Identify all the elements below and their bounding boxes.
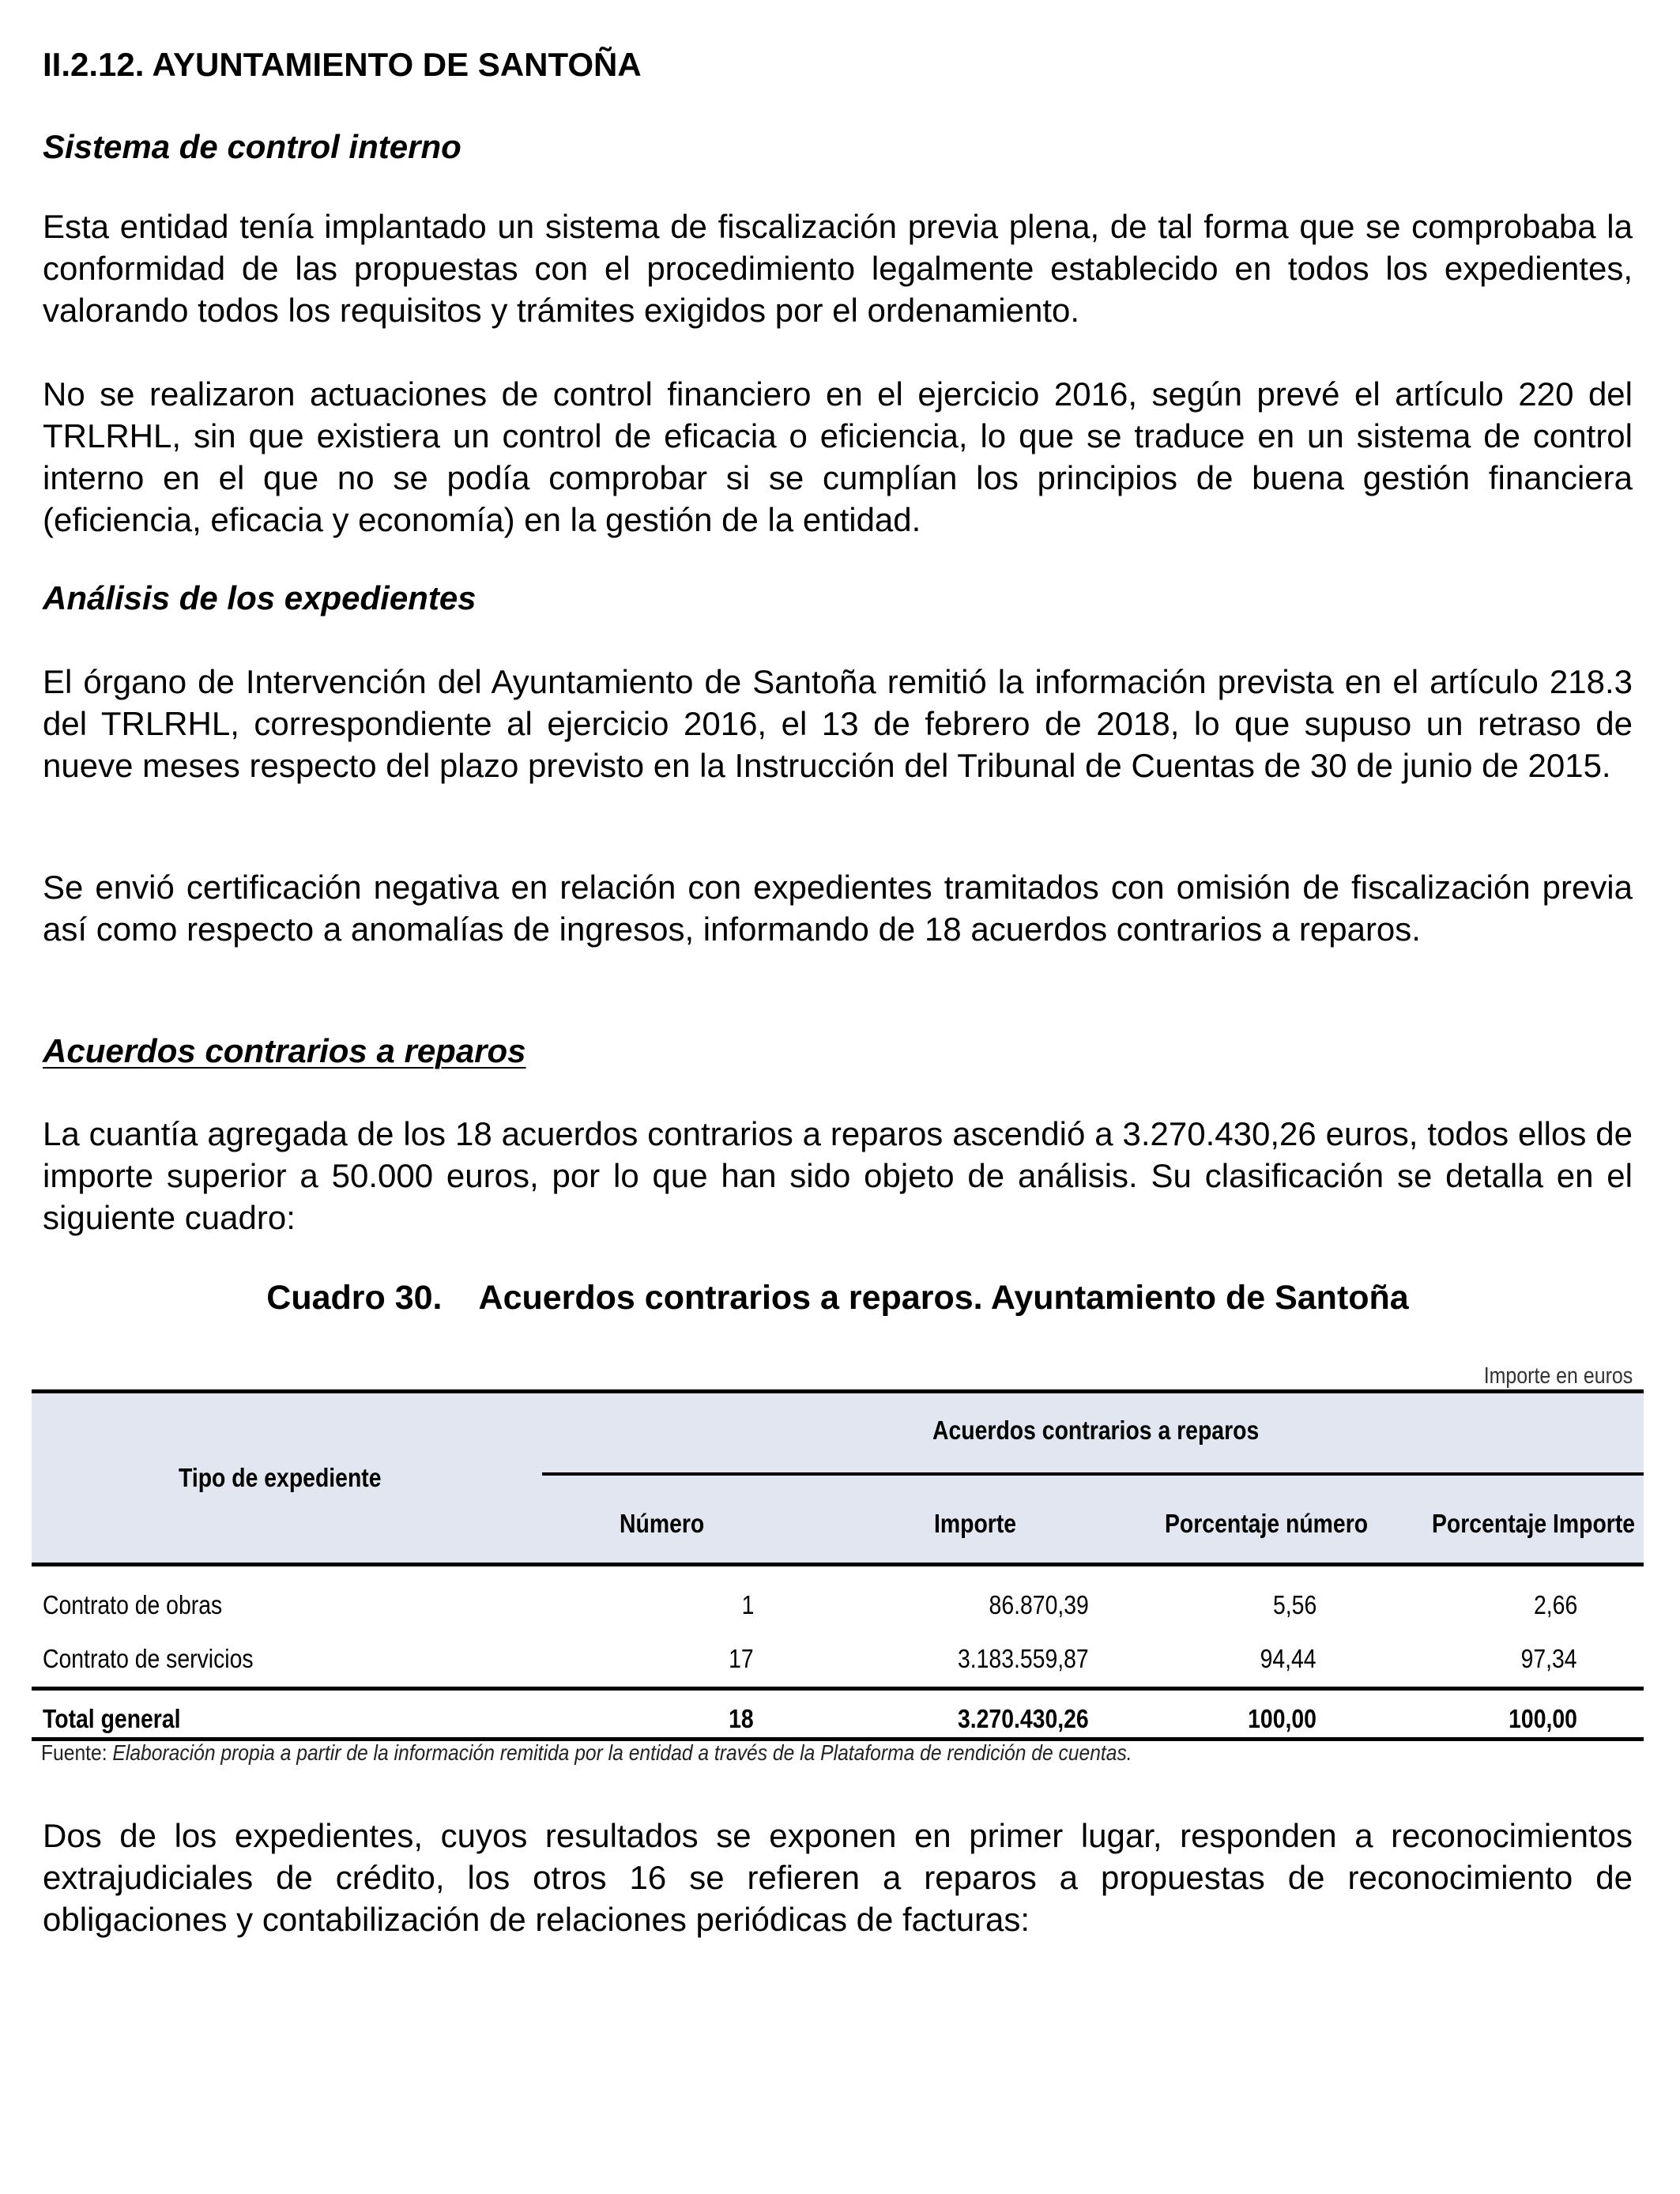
row-importe: 3.183.559,87	[958, 1644, 1089, 1673]
table-row	[32, 1582, 1644, 1630]
table-row	[32, 1636, 1644, 1683]
row-tipo: Contrato de obras	[43, 1590, 223, 1619]
row-pct-numero: 5,56	[1272, 1590, 1317, 1619]
row-numero: 1	[741, 1590, 754, 1619]
source-label: Fuente:	[41, 1740, 107, 1765]
acuerdos-table	[32, 1389, 1644, 1733]
row-tipo: Contrato de servicios	[43, 1644, 254, 1673]
table-total-row	[32, 1696, 1644, 1744]
control-interno-paragraph-2: No se realizaron actuaciones de control financiero en el ejercicio 2016, según prevé el artículo 220 del TRLRHL, sin que existiera un control de eficacia o eficiencia, lo que se traduce en un sistema de control interno en el que no se podía comprobar si se cumplían los principios de buena gestión financiera (eficiencia, eficacia y economía) en la gestión de la entidad.	[43, 375, 1633, 538]
header-numero: Número	[620, 1509, 705, 1538]
total-top-rule	[32, 1687, 1644, 1691]
row-numero: 17	[729, 1644, 754, 1673]
control-interno-paragraph-1: Esta entidad tenía implantado un sistema de fiscalización previa plena, de tal forma que se comprobaba la conformidad de las propuestas con el procedimiento legalmente establecido en todos los expedientes, valorando todos los requisitos y trámites exigidos por el ordenamiento.	[43, 208, 1633, 329]
header-group-rule	[542, 1472, 1644, 1476]
row-pct-importe: 97,34	[1520, 1644, 1577, 1673]
row-pct-numero: 94,44	[1260, 1644, 1317, 1673]
total-numero: 18	[729, 1704, 754, 1733]
control-interno-heading: Sistema de control interno	[43, 128, 461, 165]
closing-paragraph: Dos de los expedientes, cuyos resultados se exponen en primer lugar, responden a reconocimientos extrajudiciales de crédito, los otros 16 se refieren a reparos a propuestas de reconocimiento de obligaciones y contabilización de relaciones periódicas de facturas:	[43, 1817, 1633, 1938]
table-unit-note: Importe en euros	[1483, 1363, 1633, 1389]
table-caption-title: Acuerdos contrarios a reparos. Ayuntamiento de Santoña	[478, 1279, 1409, 1317]
total-pct-numero: 100,00	[1248, 1704, 1317, 1733]
acuerdos-paragraph-1: La cuantía agregada de los 18 acuerdos contrarios a reparos ascendió a 3.270.430,26 euros, todos ellos de importe superior a 50.000 euros, por lo que han sido objeto de análisis. Su clasificación se detalla en el siguiente cuadro:	[43, 1115, 1633, 1236]
total-tipo: Total general	[43, 1704, 181, 1733]
header-pct-importe: Porcentaje Importe	[1432, 1509, 1636, 1538]
header-importe: Importe	[934, 1509, 1017, 1538]
total-importe: 3.270.430,26	[958, 1704, 1089, 1733]
analisis-heading: Análisis de los expedientes	[43, 579, 477, 616]
row-pct-importe: 2,66	[1533, 1590, 1577, 1619]
acuerdos-heading: Acuerdos contrarios a reparos	[43, 1032, 526, 1069]
table-caption	[43, 1279, 1633, 1318]
row-importe: 86.870,39	[989, 1590, 1089, 1619]
header-group: Acuerdos contrarios a reparos	[932, 1416, 1260, 1445]
analisis-paragraph-2: Se envió certificación negativa en relación con expedientes tramitados con omisión de fiscalización previa así como respecto a anomalías de ingresos, informando de 18 acuerdos contrarios a reparos.	[43, 869, 1633, 948]
analisis-paragraph-1: El órgano de Intervención del Ayuntamiento de Santoña remitió la información prevista en el artículo 218.3 del TRLRHL, correspondiente al ejercicio 2016, el 13 de febrero de 2018, lo que supuso un retraso de nueve meses respecto del plazo previsto en la Instrucción del Tribunal de Cuentas de 30 de junio de 2015.	[43, 663, 1633, 784]
section-title: II.2.12. AYUNTAMIENTO DE SANTOÑA	[43, 46, 642, 83]
source-text: Elaboración propia a partir de la información remitida por la entidad a través de la Plataforma de rendición de cuentas.	[112, 1740, 1132, 1765]
header-pct-numero: Porcentaje número	[1165, 1509, 1369, 1538]
table-header	[32, 1389, 1644, 1566]
table-source	[41, 1740, 1132, 1766]
table-caption-number: Cuadro 30.	[266, 1279, 443, 1317]
total-pct-importe: 100,00	[1509, 1704, 1577, 1733]
header-tipo: Tipo de expediente	[179, 1463, 382, 1492]
